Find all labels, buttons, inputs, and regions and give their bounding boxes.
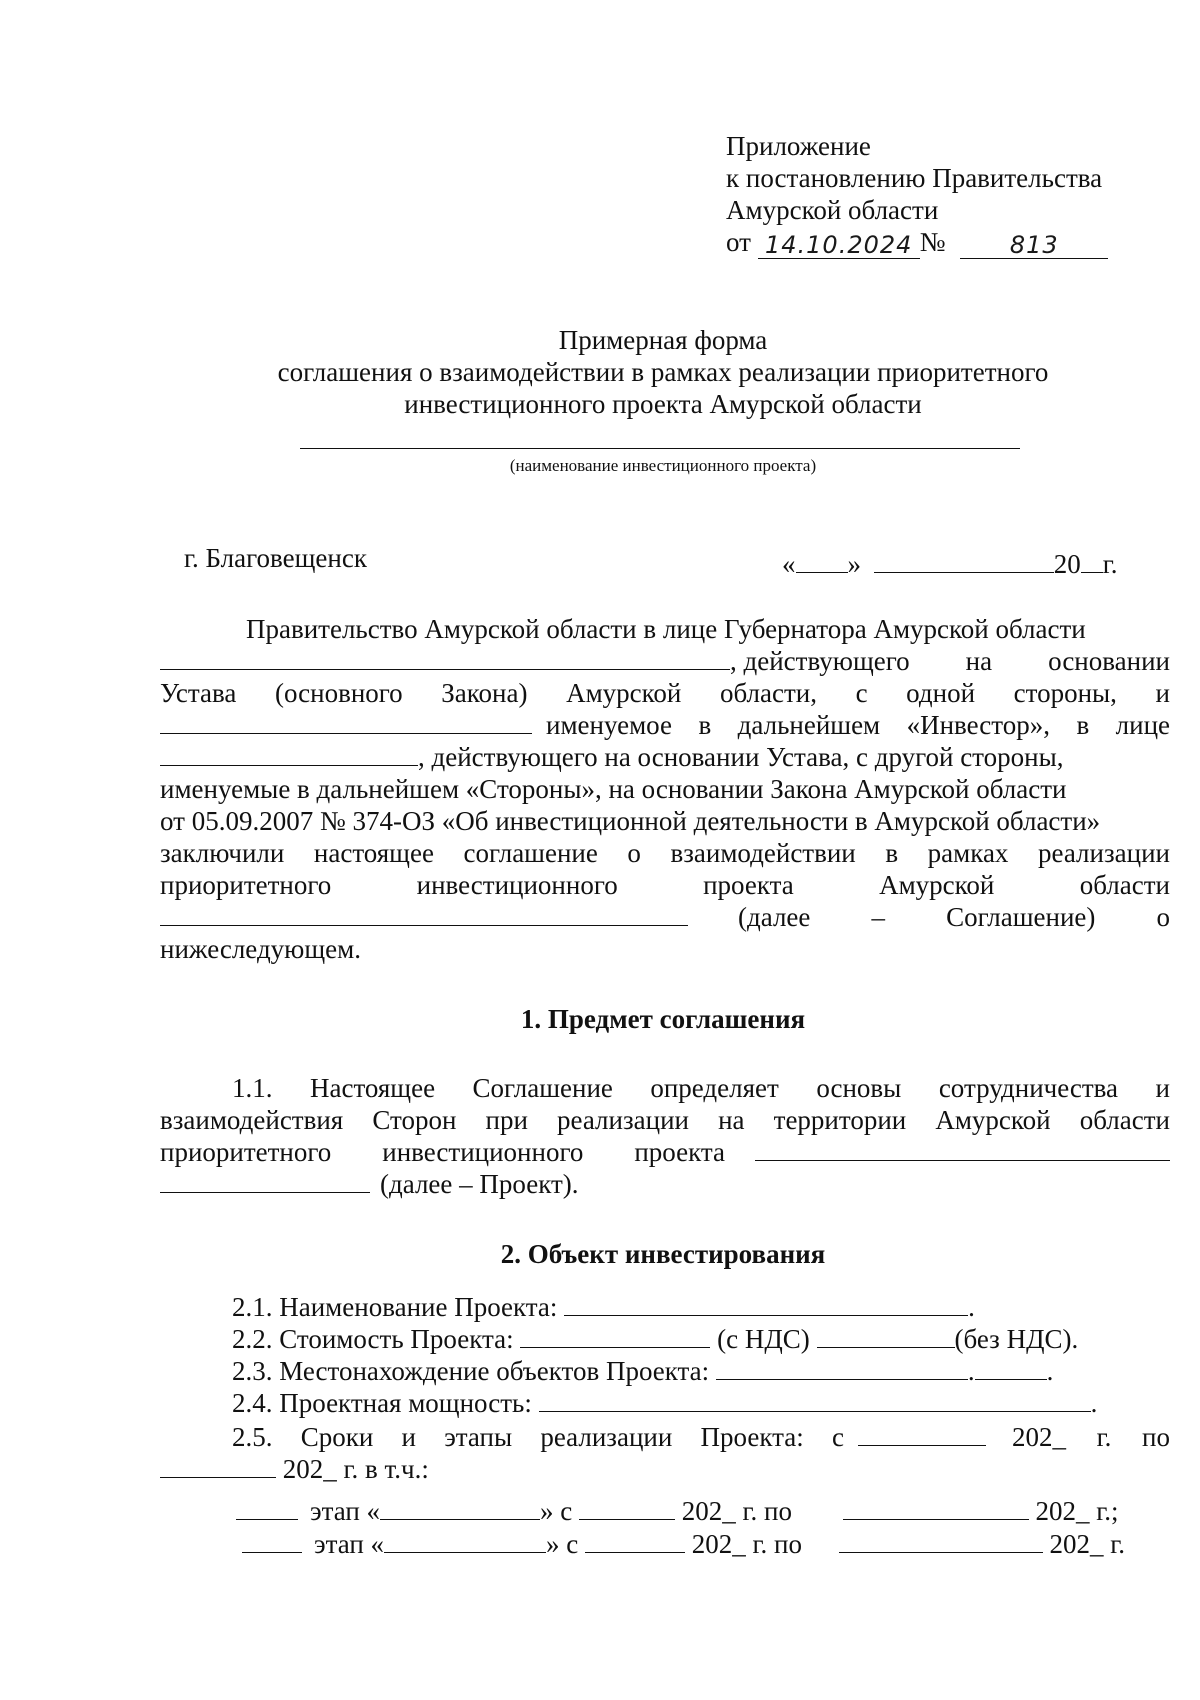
title-line-2: соглашения о взаимодействии в рамках реализации приоритетного <box>277 357 1049 387</box>
month-blank <box>874 571 1054 573</box>
cost-with-vat-blank <box>520 1346 710 1348</box>
stage-row-2: этап « » с 202_ г. по 202_ г. <box>242 1528 1125 1560</box>
section-1-line-3 <box>160 1136 1170 1168</box>
item-2-2: 2.2. Стоимость Проекта: (с НДС) (без НДС). <box>232 1324 1079 1354</box>
preamble-line-2-words: , действующего на основании <box>730 646 1170 676</box>
appendix-line-1: Приложение <box>726 131 871 161</box>
preamble-line-10-words: (далее – Соглашение) о <box>738 902 1170 932</box>
section-1-line-1: 1.1. Настоящее Соглашение определяет основы сотрудничества и <box>232 1073 1170 1103</box>
year-blank <box>1081 571 1103 573</box>
item-2-3: 2.3. Местонахождение объектов Проекта: . . <box>232 1356 1054 1386</box>
preamble-line-7: от 05.09.2007 № 374-ОЗ «Об инвестиционной деятельности в Амурской области» <box>160 806 1101 836</box>
city-label: г. Благовещенск <box>184 543 367 573</box>
stage-row-1: этап « » с 202_ г. по 202_ г.; <box>236 1495 1119 1527</box>
preamble-line-6: именуемые в дальнейшем «Стороны», на основании Закона Амурской области <box>160 774 1067 804</box>
preamble-line-2 <box>160 645 1170 677</box>
preamble-line-8: заключили настоящее соглашение о взаимодействии в рамках реализации <box>160 838 1170 868</box>
stage-2-name-blank <box>384 1551 546 1553</box>
cost-without-vat-blank <box>817 1346 955 1348</box>
agreement-date: « » 20 г. <box>782 549 1118 579</box>
title-line-1: Примерная форма <box>558 325 768 355</box>
item-2-5-line-2: 202_ г. в т.ч.: <box>160 1453 429 1485</box>
number-field <box>960 228 1108 259</box>
representative-blank <box>160 764 418 766</box>
appendix-line-2: к постановлению Правительства <box>726 163 1103 193</box>
governor-name-blank <box>160 668 730 670</box>
preamble-line-5: , действующего на основании Устава, с другой стороны, <box>160 741 1063 773</box>
preamble-line-3: Устава (основного Закона) Амурской области, с одной стороны, и <box>160 678 1170 708</box>
preamble-line-1: Правительство Амурской области в лице Губернатора Амурской области <box>246 614 1086 644</box>
section-1-line-2: взаимодействия Сторон при реализации на территории Амурской области <box>160 1105 1170 1135</box>
stage-1-start-blank <box>579 1518 675 1520</box>
appendix-date-number <box>726 226 1108 258</box>
section-2-heading: 2. Объект инвестирования <box>500 1239 826 1269</box>
project-title-blank <box>160 924 688 926</box>
handwritten-date: 14.10.2024 <box>764 231 913 259</box>
location-blank-1 <box>716 1378 968 1380</box>
stage-1-name-blank <box>380 1518 540 1520</box>
preamble-line-9: приоритетного инвестиционного проекта Амурской области <box>160 870 1170 900</box>
day-blank <box>796 571 848 573</box>
appendix-line-3: Амурской области <box>726 195 939 225</box>
preamble-line-10 <box>160 901 1170 933</box>
stage-1-number-blank <box>236 1518 298 1520</box>
capacity-blank <box>539 1410 1091 1412</box>
investor-name-blank <box>160 732 532 734</box>
project-blank-2 <box>160 1191 370 1193</box>
section-1-line-3-words: приоритетного инвестиционного проекта <box>160 1137 725 1167</box>
stage-2-start-blank <box>585 1551 685 1553</box>
from-prefix: от <box>726 227 751 257</box>
title-line-3: инвестиционного проекта Амурской области <box>404 389 922 419</box>
preamble-line-4 <box>160 709 1170 741</box>
preamble-line-4-words: именуемое в дальнейшем «Инвестор», в лице <box>546 710 1170 740</box>
handwritten-number: 813 <box>1009 231 1059 259</box>
project-name-caption: (наименование инвестиционного проекта) <box>509 456 817 475</box>
project-name-blank <box>564 1314 968 1316</box>
date-field <box>758 228 920 259</box>
location-blank-2 <box>975 1378 1047 1380</box>
stage-2-end-blank <box>839 1551 1043 1553</box>
start-date-blank <box>858 1444 986 1446</box>
preamble-line-11: нижеследующем. <box>160 934 361 964</box>
project-blank-1 <box>755 1159 1170 1161</box>
project-name-line <box>300 448 1020 449</box>
item-2-5 <box>232 1421 1170 1453</box>
number-sign: № <box>919 227 946 257</box>
item-2-1: 2.1. Наименование Проекта: . <box>232 1292 975 1322</box>
section-1-heading: 1. Предмет соглашения <box>520 1004 806 1034</box>
stage-1-end-blank <box>843 1518 1029 1520</box>
item-2-5-words: 2.5. Сроки и этапы реализации Проекта: с <box>232 1422 844 1452</box>
item-2-4: 2.4. Проектная мощность: . <box>232 1388 1098 1418</box>
item-2-5-tail: 202_ г. по <box>1012 1422 1170 1452</box>
end-date-blank <box>160 1476 276 1478</box>
section-1-line-4: (далее – Проект). <box>160 1168 579 1200</box>
stage-2-number-blank <box>242 1551 302 1553</box>
